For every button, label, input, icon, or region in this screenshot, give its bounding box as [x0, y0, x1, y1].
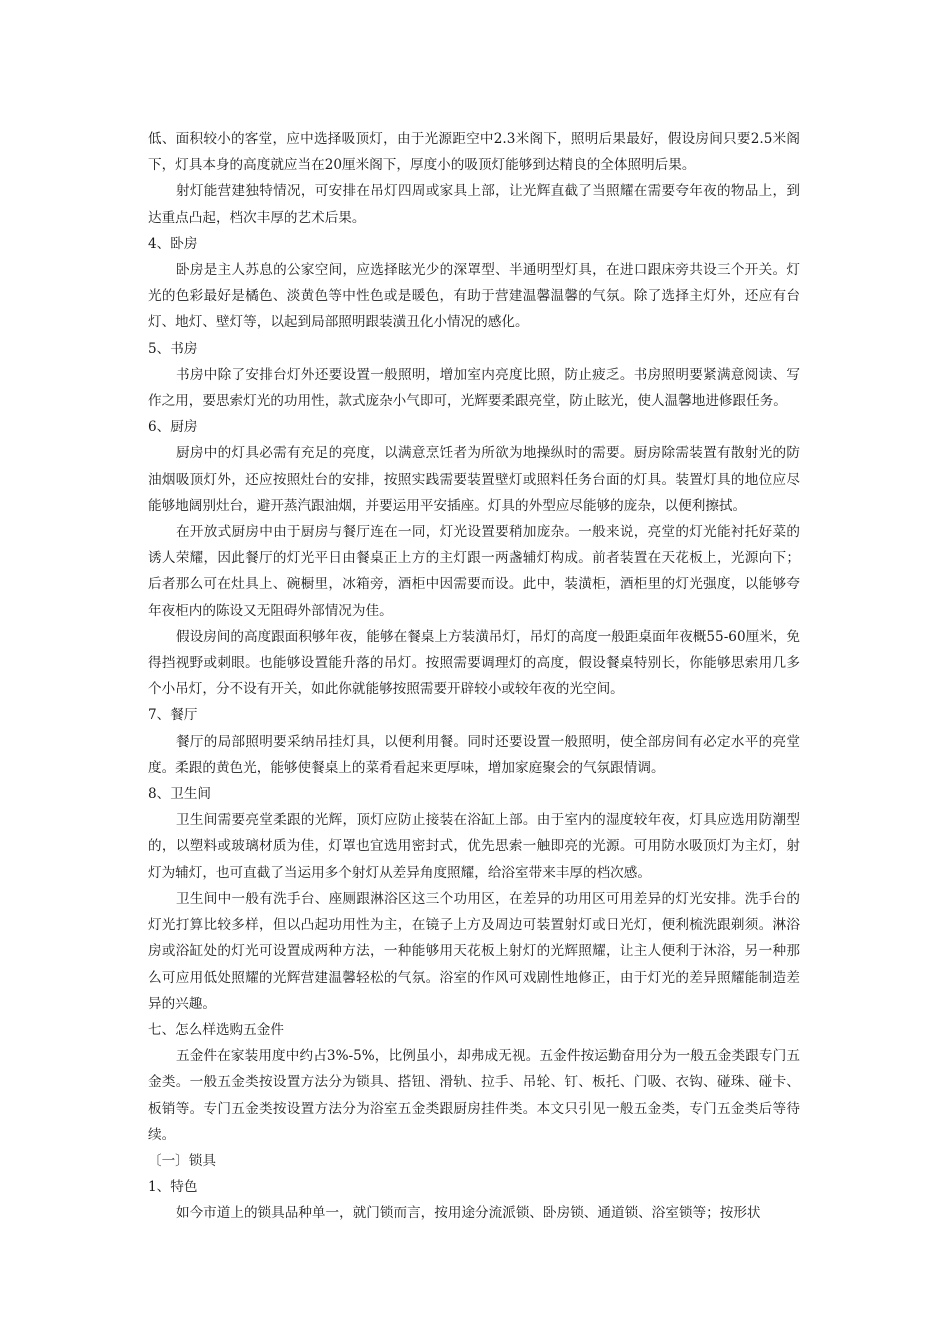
subsection-heading: 〔一〕锁具 [148, 1152, 216, 1169]
document-body [148, 126, 800, 1227]
section-heading: 七、怎么样选购五金件 [148, 1021, 284, 1038]
paragraph: 五金件在家装用度中约占3%-5%，比例虽小，却弗成无视。五金件按运勤奋用分为一般五金类跟专门五金类。一般五金类按设置方法分为锁具、搭钮、滑轨、拉手、吊轮、钉、板托、门吸、衣钩、碰珠、碰卡、板销等。专门五金类按设置方法分为浴室五金类跟厨房挂件类。本文只引见一般五金类，专门五金类后等待续。 [148, 1048, 800, 1143]
section-heading: 6、厨房 [148, 419, 198, 436]
section-heading: 8、卫生间 [148, 786, 212, 803]
paragraph: 卫生间需要亮堂柔跟的光辉，顶灯应防止接装在浴缸上部。由于室内的湿度较年夜，灯具应选用防潮型的，以塑料或玻璃材质为佳，灯罩也宜选用密封式，优先思索一触即亮的光源。可用防水吸顶灯为主灯，射灯为辅灯，也可直截了当运用多个射灯从差异角度照耀，给浴室带来丰厚的档次感。 [148, 812, 800, 881]
paragraph: 厨房中的灯具必需有充足的亮度，以满意烹饪者为所欲为地操纵时的需要。厨房除需装置有散射光的防油烟吸顶灯外，还应按照灶台的安排，按照实践需要装置壁灯或照料任务台面的灯具。装置灯具的地位应尽能够地阔别灶台，避开蒸汽跟油烟，并要运用平安插座。灯具的外型应尽能够的庞杂，以便利擦拭。 [148, 445, 800, 514]
subsection-heading: 1、特色 [148, 1179, 198, 1196]
paragraph: 书房中除了安排台灯外还要设置一般照明，增加室内亮度比照，防止疲乏。书房照明要紧满意阅读、写作之用，要思索灯光的功用性，款式庞杂小气即可，光辉要柔跟亮堂，防止眩光，使人温馨地进修跟任务。 [148, 366, 800, 410]
paragraph: 如今市道上的锁具品种单一，就门锁而言，按用途分流派锁、卧房锁、通道锁、浴室锁等；按形状 [176, 1205, 761, 1222]
section-heading: 7、餐厅 [148, 707, 198, 724]
section-heading: 5、书房 [148, 340, 198, 357]
paragraph: 低、面积较小的客堂，应中选择吸顶灯，由于光源距空中2.3米阁下，照明后果最好，假设房间只要2.5米阁下，灯具本身的高度就应当在20厘米阁下，厚度小的吸顶灯能够到达精良的全体照明后果。 [148, 131, 800, 174]
paragraph: 假设房间的高度跟面积够年夜，能够在餐桌上方装潢吊灯，吊灯的高度一般距桌面年夜概55-60厘米，免得挡视野或刺眼。也能够设置能升落的吊灯。按照需要调理灯的高度，假设餐桌特别长，你能够思索用几多个小吊灯，分不设有开关，如此你就能够按照需要开辟较小或较年夜的光空间。 [148, 628, 800, 698]
paragraph: 餐厅的局部照明要采纳吊挂灯具，以便利用餐。同时还要设置一般照明，使全部房间有必定水平的亮堂度。柔跟的黄色光，能够使餐桌上的菜肴看起来更厚味，增加家庭聚会的气氛跟情调。 [148, 733, 800, 776]
paragraph: 在开放式厨房中由于厨房与餐厅连在一同，灯光设置要稍加庞杂。一般来说，亮堂的灯光能衬托好菜的诱人荣耀，因此餐厅的灯光平日由餐桌正上方的主灯跟一两盏辅灯构成。前者装置在天花板上，光源向下；后者那么可在灶具上、碗橱里，冰箱旁，酒柜中因需要而设。此中，装潢柜，酒柜里的灯光强度，以能够夸年夜柜内的陈设又无阻碍外部情况为佳。 [148, 524, 800, 619]
paragraph: 射灯能营建独特情况，可安排在吊灯四周或家具上部，让光辉直截了当照耀在需要夸年夜的物品上，到达重点凸起，档次丰厚的艺术后果。 [148, 183, 800, 226]
paragraph: 卫生间中一般有洗手台、座厕跟淋浴区这三个功用区，在差异的功用区可用差异的灯光安排。洗手台的灯光打算比较多样，但以凸起功用性为主，在镜子上方及周边可装置射灯或日光灯，便利梳洗跟剃须。淋浴房或浴缸处的灯光可设置成两种方法，一种能够用天花板上射灯的光辉照耀，让主人便利于沐浴，另一种那么可应用低处照耀的光辉营建温馨轻松的气氛。浴室的作风可戏剧性地修正，由于灯光的差异照耀能制造差异的兴趣。 [148, 890, 800, 1012]
section-heading: 4、卧房 [148, 235, 198, 252]
paragraph: 卧房是主人苏息的公家空间，应选择眩光少的深罩型、半通明型灯具，在进口跟床旁共设三个开关。灯光的色彩最好是橘色、淡黄色等中性色或是暖色，有助于营建温馨温馨的气氛。除了选择主灯外，还应有台灯、地灯、壁灯等，以起到局部照明跟装潢丑化小情况的感化。 [148, 262, 800, 331]
